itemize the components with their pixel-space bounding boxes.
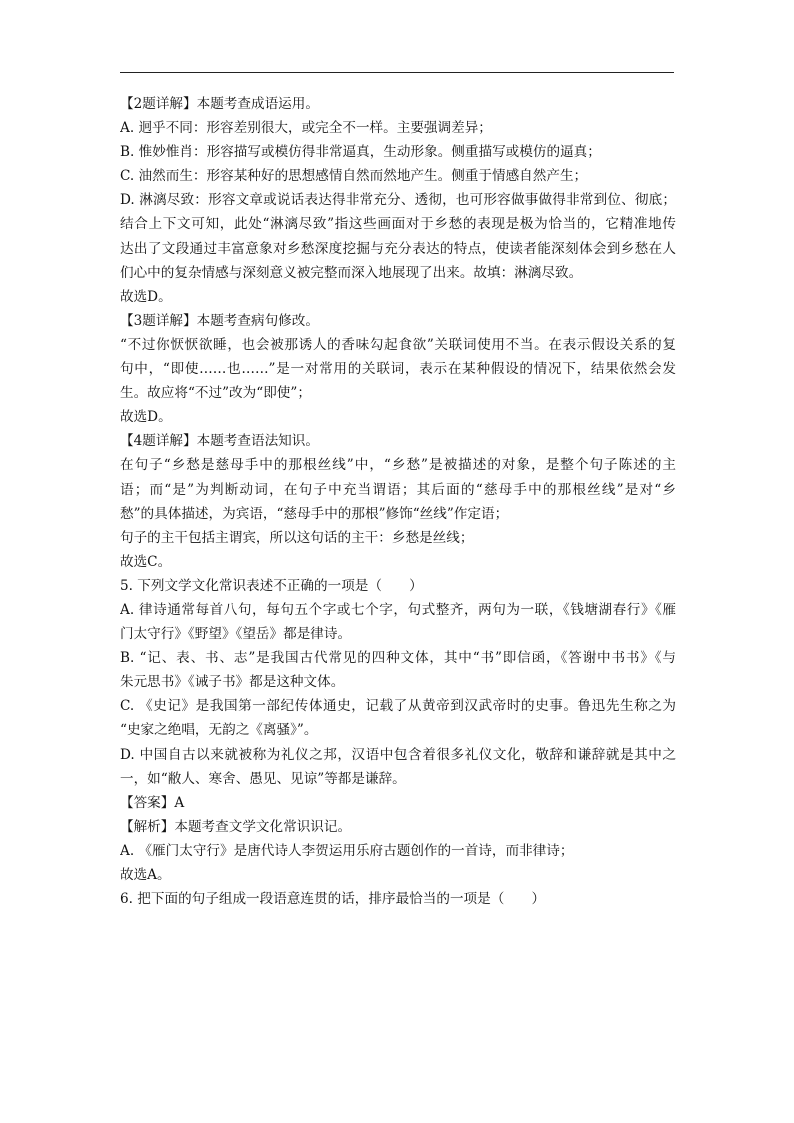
text-line: 【4题详解】本题考查语法知识。 bbox=[120, 433, 319, 450]
text-line: 句中，“即使……也……”是一对常用的关联词，表示在某种假设的情况下，结果依然会发 bbox=[120, 361, 676, 378]
text-line: 句子的主干包括主谓宾，所以这句话的主干：乡愁是丝线； bbox=[120, 529, 474, 546]
text-line: 们心中的复杂情感与深刻意义被完整而深入地展现了出来。故填：淋漓尽致。 bbox=[120, 264, 583, 281]
text-line: C. 油然而生：形容某种好的思想感情自然而然地产生。侧重于情感自然产生； bbox=[120, 168, 588, 185]
text-line: 在句子“乡愁是慈母手中的那根丝线”中，“乡愁”是被描述的对象，是整个句子陈述的主 bbox=[120, 457, 676, 474]
text-line: B. “记、表、书、志”是我国古代常见的四种文体，其中“书”即信函，《答谢中书书》《与 bbox=[120, 650, 676, 667]
text-line: 【解析】本题考查文学文化常识识记。 bbox=[120, 818, 352, 835]
text-line: “史家之绝唱，无韵之《离骚》”。 bbox=[120, 722, 318, 739]
text-line: 6. 把下面的句子组成一段语意连贯的话，排序最恰当的一项是（ ） bbox=[120, 891, 546, 908]
text-line: 门太守行》《野望》《望岳》都是律诗。 bbox=[120, 626, 352, 643]
text-line: 达出了文段通过丰富意象对乡愁深度挖掘与充分表达的特点，使读者能深刻体会到乡愁在人 bbox=[120, 240, 676, 257]
text-line: 【2题详解】本题考查成语运用。 bbox=[120, 96, 319, 112]
text-line: A. 迥乎不同：形容差别很大，或完全不一样。主要强调差异； bbox=[120, 120, 492, 137]
text-line: 故选D。 bbox=[120, 288, 172, 305]
document-body bbox=[120, 92, 676, 911]
text-line: 故选A。 bbox=[120, 867, 171, 883]
text-line: “不过你恹恹欲睡，也会被那诱人的香味勾起食欲”关联词使用不当。在表示假设关系的复 bbox=[120, 336, 676, 353]
text-line: 【3题详解】本题考查病句修改。 bbox=[120, 312, 319, 329]
text-line: 5. 下列文学文化常识表述不正确的一项是（ ） bbox=[120, 577, 423, 594]
text-line: 故选D。 bbox=[120, 409, 172, 426]
text-line: D. 淋漓尽致：形容文章或说话表达得非常充分、透彻，也可形容做事做得非常到位、彻底； bbox=[120, 192, 676, 209]
header-rule bbox=[120, 72, 674, 73]
text-line: 语；而“是”为判断动词，在句子中充当谓语；其后面的“慈母手中的那根丝线”是对“乡 bbox=[120, 481, 676, 498]
text-line: 故选C。 bbox=[120, 553, 172, 570]
text-line: D. 中国自古以来就被称为礼仪之邦，汉语中包含着很多礼仪文化，敬辞和谦辞就是其中之 bbox=[120, 746, 676, 763]
text-line: C. 《史记》是我国第一部纪传体通史，记载了从黄帝到汉武帝时的史事。鲁迅先生称之为 bbox=[120, 698, 676, 715]
text-line: A. 《雁门太守行》是唐代诗人李贺运用乐府古题创作的一首诗，而非律诗； bbox=[120, 842, 574, 859]
text-line: 结合上下文可知，此处“淋漓尽致”指这些画面对于乡愁的表现是极为恰当的，它精准地传 bbox=[120, 216, 676, 233]
text-line: 【答案】A bbox=[120, 794, 185, 811]
text-line: 一，如“敝人、寒舍、愚见、见谅”等都是谦辞。 bbox=[120, 770, 406, 787]
text-line: 朱元思书》《诫子书》都是这种文体。 bbox=[120, 674, 345, 691]
text-line: 愁”的具体描述，为宾语，“慈母手中的那根”修饰“丝线”作定语； bbox=[120, 505, 509, 522]
text-line: 生。故应将“不过”改为“即使”； bbox=[120, 385, 311, 402]
text-line: A. 律诗通常每首八句，每句五个字或七个字，句式整齐，两句为一联，《钱塘湖春行》《雁 bbox=[120, 601, 676, 618]
text-line: B. 惟妙惟肖：形容描写或模仿得非常逼真，生动形象。侧重描写或模仿的逼真； bbox=[120, 144, 601, 161]
